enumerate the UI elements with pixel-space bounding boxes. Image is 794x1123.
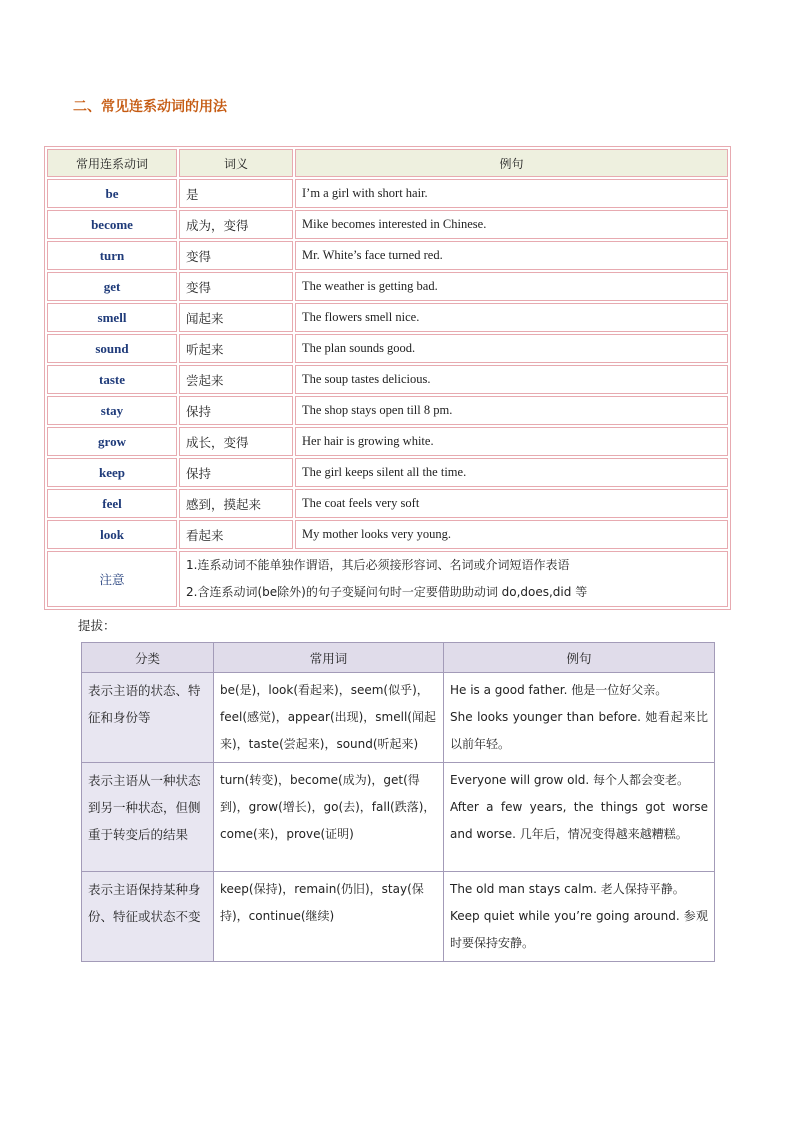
meaning-cell: 保持 — [179, 396, 293, 425]
example-cell: The shop stays open till 8 pm. — [295, 396, 728, 425]
note-line-1: 1.连系动词不能单独作谓语，其后必须接形容词、名词或介词短语作表语 — [186, 558, 570, 572]
meaning-cell: 看起来 — [179, 520, 293, 549]
table-row — [47, 427, 728, 456]
verb-cell: grow — [47, 427, 177, 456]
category-cell: 表示主语的状态、特征和身份等 — [82, 673, 214, 763]
tip-label: 提拔： — [78, 618, 116, 633]
header-words: 常用词 — [214, 643, 444, 673]
verb-cell: look — [47, 520, 177, 549]
header-examples: 例句 — [444, 643, 715, 673]
note-label: 注意 — [47, 551, 177, 607]
table-row — [47, 303, 728, 332]
example-sentence: The old man stays calm. 老人保持平静。 — [450, 882, 685, 896]
example-sentence: He is a good father. 他是一位好父亲。 — [450, 683, 668, 697]
verb-cell: feel — [47, 489, 177, 518]
verb-cell: become — [47, 210, 177, 239]
words-cell: be(是)，look(看起来)，seem(似乎)，feel(感觉)，appear(出现)，smell(闻起来)，taste(尝起来)，sound(听起来) — [214, 673, 444, 763]
table-row — [82, 673, 715, 763]
table-row — [47, 241, 728, 270]
verb-cell: taste — [47, 365, 177, 394]
category-cell: 表示主语从一种状态到另一种状态，但侧重于转变后的结果 — [82, 763, 214, 872]
words-cell: keep(保持)，remain(仍旧)，stay(保持)，continue(继续) — [214, 872, 444, 962]
linking-verbs-table — [44, 146, 731, 610]
table-row — [47, 489, 728, 518]
verb-cell: stay — [47, 396, 177, 425]
table-row — [47, 365, 728, 394]
meaning-cell: 尝起来 — [179, 365, 293, 394]
words-cell: turn(转变)，become(成为)，get(得到)，grow(增长)，go(去)，fall(跌落)，come(来)，prove(证明) — [214, 763, 444, 872]
header-meaning: 词义 — [179, 149, 293, 177]
note-row — [47, 551, 728, 607]
examples-cell — [444, 872, 715, 962]
meaning-cell: 成为，变得 — [179, 210, 293, 239]
meaning-cell: 变得 — [179, 241, 293, 270]
meaning-cell: 是 — [179, 179, 293, 208]
verb-cell: smell — [47, 303, 177, 332]
example-cell: The coat feels very soft — [295, 489, 728, 518]
table-row — [47, 334, 728, 363]
examples-cell — [444, 763, 715, 872]
note-content — [179, 551, 728, 607]
category-cell: 表示主语保持某种身份、特征或状态不变 — [82, 872, 214, 962]
meaning-cell: 成长，变得 — [179, 427, 293, 456]
table-row — [82, 872, 715, 962]
meaning-cell: 感到，摸起来 — [179, 489, 293, 518]
header-example: 例句 — [295, 149, 728, 177]
table-header-row — [47, 149, 728, 177]
example-cell: The weather is getting bad. — [295, 272, 728, 301]
examples-cell — [444, 673, 715, 763]
header-verb: 常用连系动词 — [47, 149, 177, 177]
example-cell: The girl keeps silent all the time. — [295, 458, 728, 487]
verb-cell: sound — [47, 334, 177, 363]
verb-cell: get — [47, 272, 177, 301]
header-category: 分类 — [82, 643, 214, 673]
table-row — [47, 210, 728, 239]
meaning-cell: 听起来 — [179, 334, 293, 363]
example-sentence: After a few years, the things got worse and worse. 几年后，情况变得越来越糟糕。 — [450, 800, 708, 841]
example-cell: I’m a girl with short hair. — [295, 179, 728, 208]
example-cell: Her hair is growing white. — [295, 427, 728, 456]
table-row — [47, 520, 728, 549]
table-row — [47, 272, 728, 301]
table-header-row — [82, 643, 715, 673]
example-cell: Mr. White’s face turned red. — [295, 241, 728, 270]
verb-cell: keep — [47, 458, 177, 487]
example-cell: Mike becomes interested in Chinese. — [295, 210, 728, 239]
note-line-2: 2.含连系动词(be除外)的句子变疑问句时一定要借助助动词 do,does,did 等 — [186, 585, 588, 599]
verb-cell: be — [47, 179, 177, 208]
meaning-cell: 保持 — [179, 458, 293, 487]
example-sentence: She looks younger than before. 她看起来比以前年轻。 — [450, 710, 708, 751]
example-cell: The flowers smell nice. — [295, 303, 728, 332]
table-row — [82, 763, 715, 872]
example-sentence: Keep quiet while you’re going around. 参观时要保持安静。 — [450, 909, 708, 950]
table-row — [47, 458, 728, 487]
example-sentence: Everyone will grow old. 每个人都会变老。 — [450, 773, 690, 787]
table-row — [47, 396, 728, 425]
meaning-cell: 闻起来 — [179, 303, 293, 332]
meaning-cell: 变得 — [179, 272, 293, 301]
table-row — [47, 179, 728, 208]
example-cell: The plan sounds good. — [295, 334, 728, 363]
example-cell: The soup tastes delicious. — [295, 365, 728, 394]
classification-table — [81, 642, 715, 962]
example-cell: My mother looks very young. — [295, 520, 728, 549]
section-title: 二、常见连系动词的用法 — [73, 99, 227, 115]
verb-cell: turn — [47, 241, 177, 270]
